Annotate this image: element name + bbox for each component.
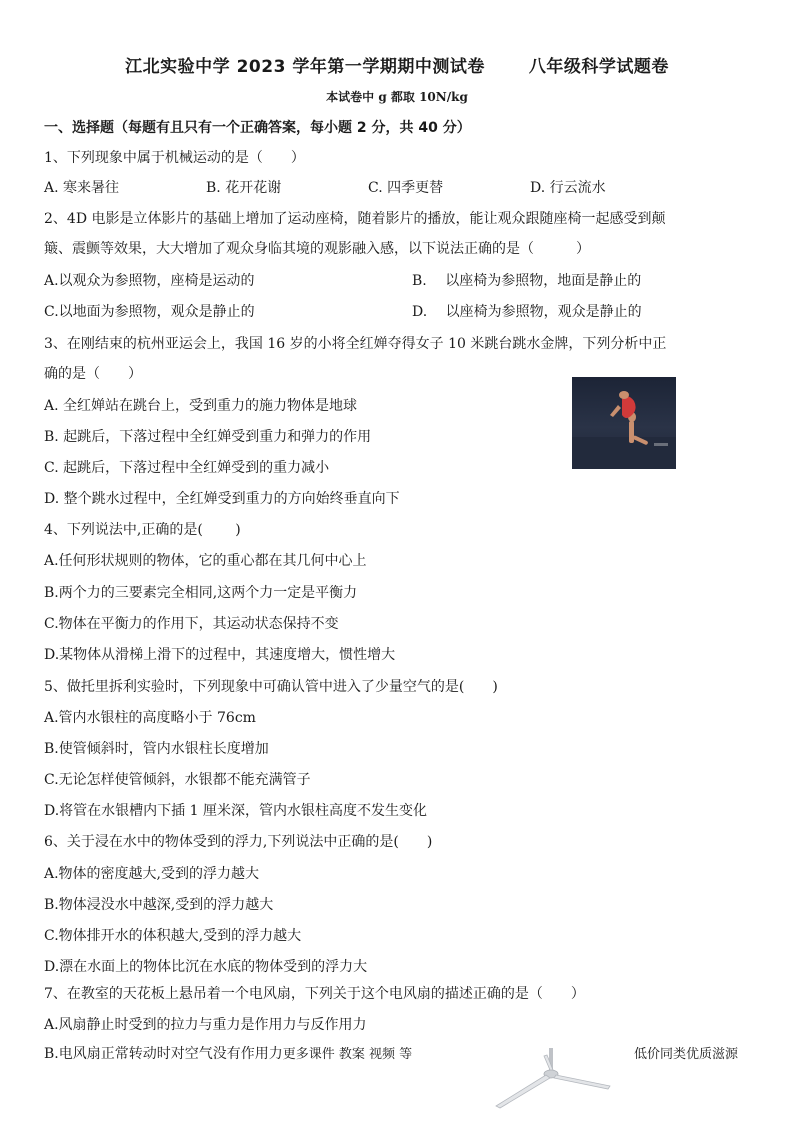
q1-stem: 1、下列现象中属于机械运动的是（ ） bbox=[44, 150, 305, 166]
q2-option-b: B. 以座椅为参照物，地面是静止的 bbox=[412, 273, 642, 289]
q6-option-d: D.漂在水面上的物体比沉在水底的物体受到的浮力大 bbox=[44, 959, 368, 975]
diver-photo bbox=[572, 377, 676, 469]
q2-stem-line2: 簸、震颤等效果，大大增加了观众身临其境的观影融入感，以下说法正确的是（ ） bbox=[44, 241, 590, 257]
exam-title-grade: 八年级科学试题卷 bbox=[528, 57, 669, 77]
q4-option-b: B.两个力的三要素完全相同,这两个力一定是平衡力 bbox=[44, 585, 358, 601]
q3-option-b: B. 起跳后，下落过程中全红婵受到重力和弹力的作用 bbox=[44, 429, 372, 445]
ceiling-fan-illustration bbox=[490, 1048, 620, 1110]
q7-option-a: A.风扇静止时受到的拉力与重力是作用力与反作用力 bbox=[44, 1017, 367, 1033]
q5-option-b: B.使管倾斜时，管内水银柱长度增加 bbox=[44, 741, 269, 757]
q3-option-a: A. 全红婵站在跳台上，受到重力的施力物体是地球 bbox=[44, 398, 358, 414]
q2-option-d: D. 以座椅为参照物，观众是静止的 bbox=[412, 304, 642, 320]
exam-title-school: 江北实验中学 2023 学年第一学期期中测试卷 bbox=[125, 57, 485, 77]
q1-option-d: D. 行云流水 bbox=[530, 180, 606, 196]
q1-option-b: B. 花开花谢 bbox=[206, 180, 282, 196]
q2-stem-line1: 2、4D 电影是立体影片的基础上增加了运动座椅，随着影片的播放，能让观众跟随座椅一起感受到颠 bbox=[44, 211, 666, 227]
q7-option-b bbox=[44, 1043, 412, 1063]
q2-option-a: A.以观众为参照物，座椅是运动的 bbox=[44, 273, 255, 289]
q4-option-c: C.物体在平衡力的作用下，其运动状态保持不变 bbox=[44, 616, 339, 632]
q4-option-a: A.任何形状规则的物体，它的重心都在其几何中心上 bbox=[44, 553, 367, 569]
q6-option-a: A.物体的密度越大,受到的浮力越大 bbox=[44, 866, 260, 882]
q5-stem: 5、做托里拆利实验时，下列现象中可确认管中进入了少量空气的是( ) bbox=[44, 679, 498, 695]
q7-stem: 7、在教室的天花板上悬吊着一个电风扇，下列关于这个电风扇的描述正确的是（ ） bbox=[44, 986, 585, 1002]
q4-option-d: D.某物体从滑梯上滑下的过程中，其速度增大，惯性增大 bbox=[44, 647, 396, 663]
q7-option-b-text: B.电风扇正常转动时对空气没有作用力 bbox=[44, 1046, 283, 1062]
q1-option-c: C. 四季更替 bbox=[368, 180, 444, 196]
q1-option-a: A. 寒来暑往 bbox=[44, 180, 120, 196]
q6-stem: 6、关于浸在水中的物体受到的浮力,下列说法中正确的是( ) bbox=[44, 834, 433, 850]
section-heading: 一、选择题（每题有且只有一个正确答案，每小题 2 分，共 40 分） bbox=[44, 120, 471, 136]
q5-option-a: A.管内水银柱的高度略小于 76cm bbox=[44, 710, 256, 726]
q5-option-d: D.将管在水银槽内下插 1 厘米深，管内水银柱高度不发生变化 bbox=[44, 803, 427, 819]
q3-option-d: D. 整个跳水过程中，全红婵受到重力的方向始终垂直向下 bbox=[44, 491, 400, 507]
q3-stem-line2: 确的是（ ） bbox=[44, 366, 142, 382]
exam-title bbox=[0, 52, 794, 77]
diver-figure bbox=[572, 377, 676, 469]
q6-option-b: B.物体浸没水中越深,受到的浮力越大 bbox=[44, 897, 274, 913]
exam-note: 本试卷中 g 都取 10N/kg bbox=[326, 90, 468, 104]
q2-option-c: C.以地面为参照物，观众是静止的 bbox=[44, 304, 255, 320]
q4-stem: 4、下列说法中,正确的是( ) bbox=[44, 522, 241, 538]
q3-stem-line1: 3、在刚结束的杭州亚运会上，我国 16 岁的小将全红婵夺得女子 10 米跳台跳水金牌，下列分析中正 bbox=[44, 336, 667, 352]
q3-option-c: C. 起跳后，下落过程中全红婵受到的重力减小 bbox=[44, 460, 330, 476]
q5-option-c: C.无论怎样使管倾斜，水银都不能充满管子 bbox=[44, 772, 311, 788]
watermark-right: 低价同类优质滋源 bbox=[634, 1047, 739, 1062]
watermark-left: 更多课件 教案 视频 等 bbox=[282, 1047, 413, 1062]
q6-option-c: C.物体排开水的体积越大,受到的浮力越大 bbox=[44, 928, 302, 944]
